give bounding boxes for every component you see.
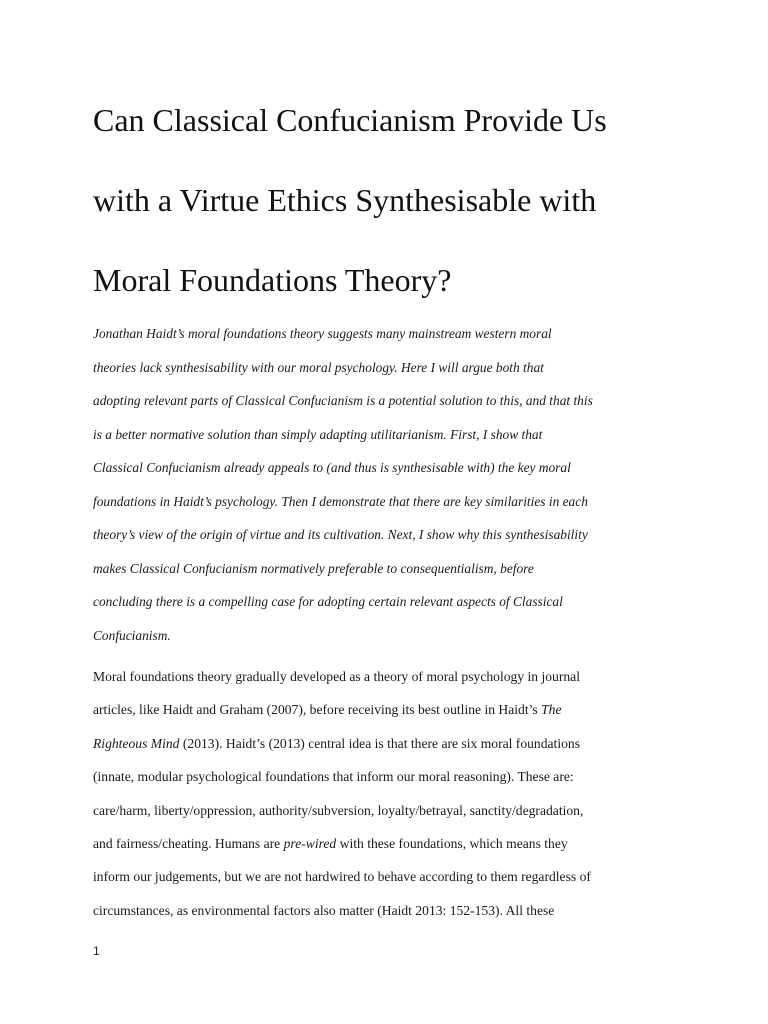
- abstract-line: Confucianism.: [93, 627, 171, 643]
- body-line: (innate, modular psychological foundations that inform our moral reasoning). These are:: [93, 769, 574, 785]
- body-line: [93, 827, 683, 860]
- abstract-line: adopting relevant parts of Classical Confucianism is a potential solution to this, and that this: [93, 393, 593, 408]
- title-line: Moral Foundations Theory?: [93, 262, 452, 298]
- page-number: 1: [93, 944, 100, 958]
- body-line: Moral foundations theory gradually developed as a theory of moral psychology in journal: [93, 669, 580, 684]
- body-line: circumstances, as environmental factors also matter (Haidt 2013: 152-153). All these: [93, 902, 555, 918]
- abstract-line: foundations in Haidt’s psychology. Then I demonstrate that there are key similarities in each: [93, 493, 588, 509]
- book-title-italic: Righteous Mind: [93, 735, 180, 751]
- abstract-line: Classical Confucianism already appeals to (and thus is synthesisable with) the key moral: [93, 460, 571, 475]
- emphasis-italic: pre-wired: [283, 836, 337, 852]
- body-text-segment: articles, like Haidt and Graham (2007), before receiving its best outline in Haidt’s: [93, 702, 542, 718]
- body-text-segment: (2013). Haidt’s (2013) central idea is that there are six moral foundations: [179, 735, 580, 751]
- title-line: with a Virtue Ethics Synthesisable with: [93, 182, 597, 218]
- body-paragraph: [93, 660, 683, 927]
- abstract-line: Jonathan Haidt’s moral foundations theory suggests many mainstream western moral: [93, 326, 552, 341]
- abstract-line: makes Classical Confucianism normatively preferable to consequentialism, before: [93, 560, 534, 576]
- document-title: [93, 80, 713, 320]
- abstract-line: theories lack synthesisability with our moral psychology. Here I will argue both that: [93, 359, 544, 375]
- abstract-line: is a better normative solution than simply adapting utilitarianism. First, I show that: [93, 426, 543, 442]
- body-line: inform our judgements, but we are not hardwired to behave according to them regardless of: [93, 869, 591, 885]
- body-text-segment: with these foundations, which means they: [336, 836, 568, 852]
- body-line: [93, 693, 683, 726]
- title-line: Can Classical Confucianism Provide Us: [93, 102, 607, 138]
- book-title-italic: The: [541, 702, 562, 718]
- abstract-line: concluding there is a compelling case for adopting certain relevant aspects of Classical: [93, 594, 563, 609]
- body-line: care/harm, liberty/oppression, authority/subversion, loyalty/betrayal, sanctity/degradation,: [93, 802, 584, 818]
- abstract-line: theory’s view of the origin of virtue and its cultivation. Next, I show why this synthesisability: [93, 527, 588, 542]
- abstract: [93, 317, 683, 652]
- body-line: [93, 727, 683, 760]
- body-text-segment: and fairness/cheating. Humans are: [93, 836, 284, 852]
